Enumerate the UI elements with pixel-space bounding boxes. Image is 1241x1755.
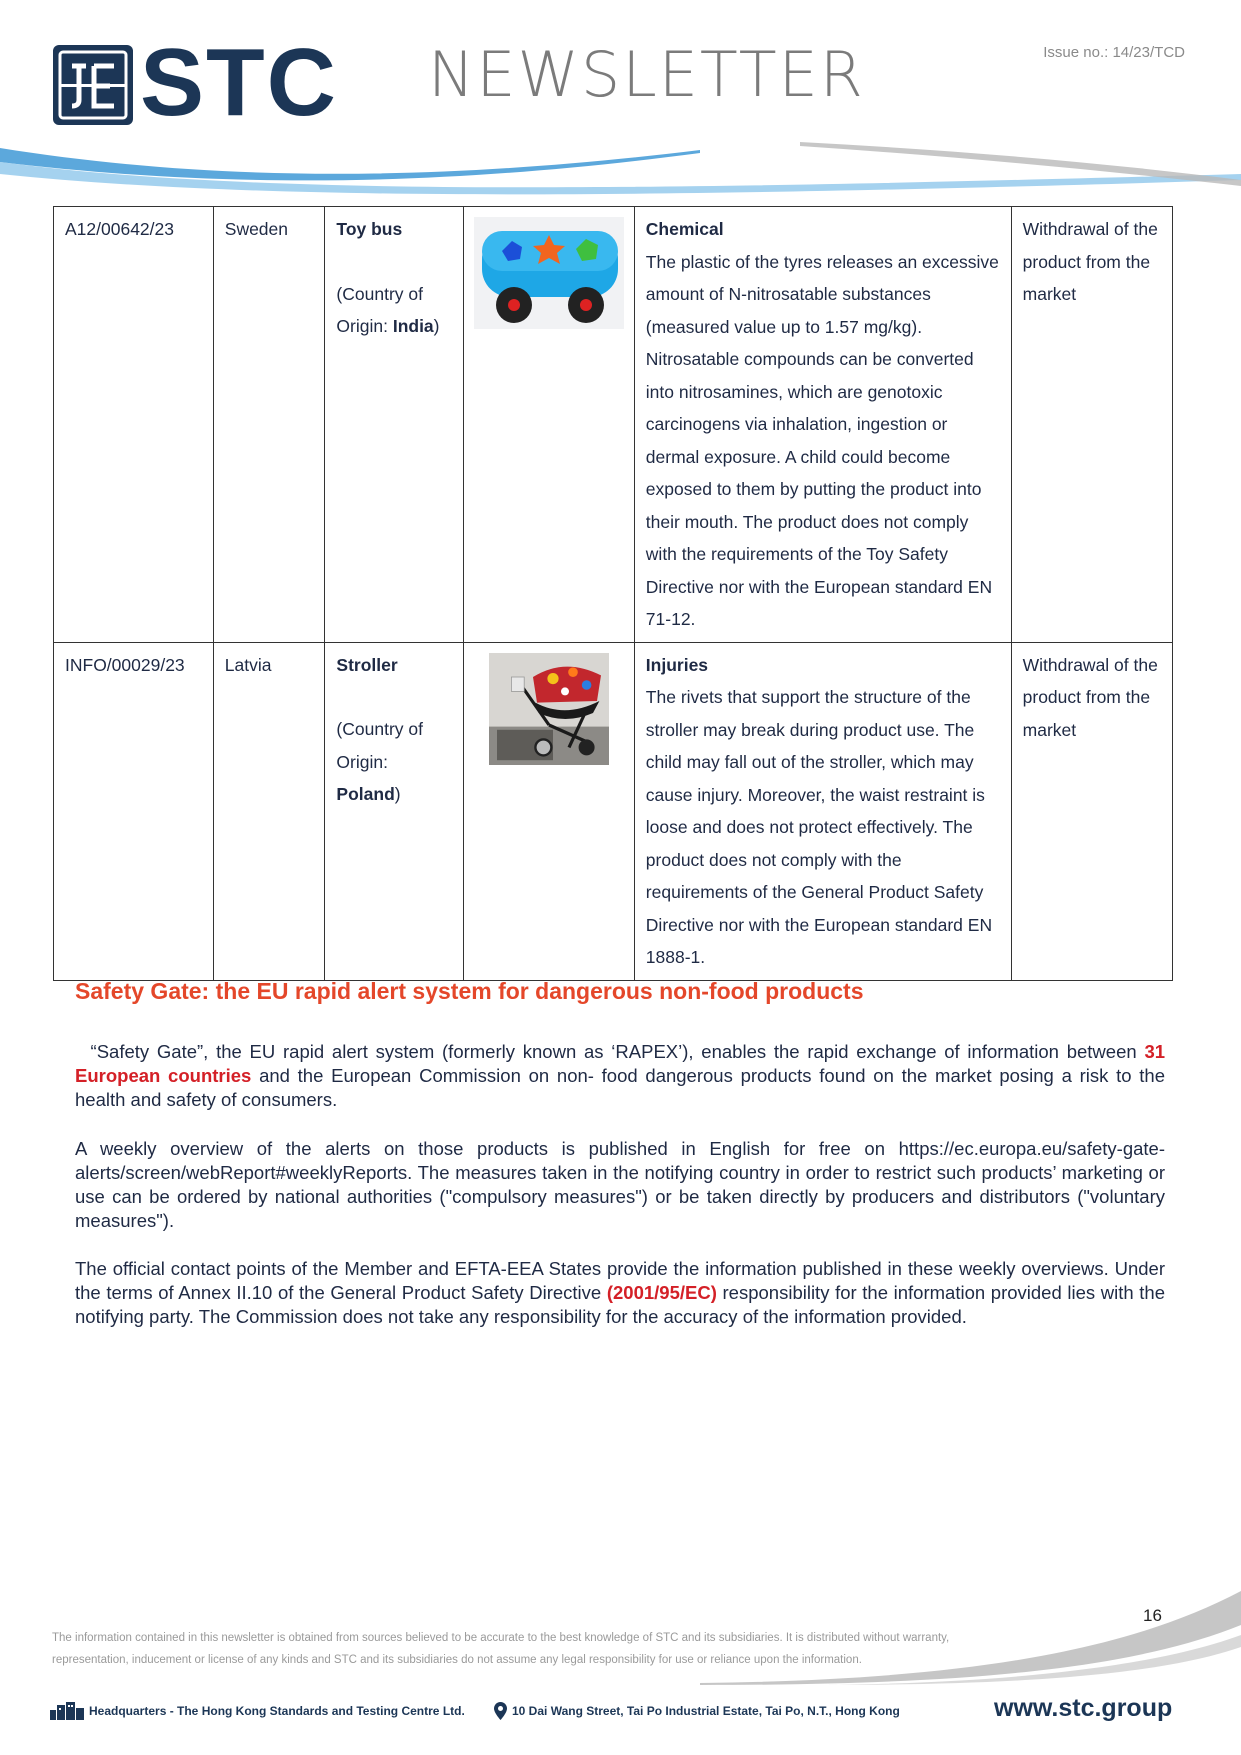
risk-description: The rivets that support the structure of the stroller may break during product use. The child may fall out of the stroller, which may cause injury. Moreover, the waist restraint is loose and does not protect effectively. The product does not comply with the requirements of the General Product Safety Directive nor with the European standard EN 1888-1. bbox=[645, 687, 993, 967]
newsletter-title: NEWSLETTER bbox=[428, 38, 865, 111]
section-title: Safety Gate: the EU rapid alert system for dangerous non-food products bbox=[75, 978, 864, 1004]
paragraph-intro: “Safety Gate”, the EU rapid alert system (formerly known as ‘RAPEX’), enables the rapid exchange of information between 31 European countries and the European Commission on non- food dangerous products found on the market posing a risk to the health and safety of consumers. bbox=[75, 1041, 1166, 1110]
risk-type: Injuries bbox=[645, 654, 709, 675]
risk-description-cell bbox=[634, 207, 1011, 643]
risk-type: Chemical bbox=[645, 219, 724, 239]
address: 10 Dai Wang Street, Tai Po Industrial Estate, Tai Po, N.T., Hong Kong bbox=[494, 1702, 900, 1720]
table-row bbox=[54, 642, 1173, 980]
paragraph-weekly-overview: A weekly overview of the alerts on those products is published in English for free on https://ec.europa.eu/safety-gate-alerts/screen/webReport#weeklyReports. The measures taken in the notifying country in order to restrict such products’ marketing or use can be ordered by national authorities ("compulsory measures") or be taken directly by producers and distributors ("voluntary measures"). bbox=[75, 1138, 1165, 1231]
country-of-origin: (Country of Origin: India) bbox=[336, 283, 440, 336]
notifying-country: Latvia bbox=[213, 642, 325, 980]
alert-reference: A12/00642/23 bbox=[54, 207, 214, 643]
issue-number: Issue no.: 14/23/TCD bbox=[1043, 44, 1185, 61]
product-cell bbox=[325, 207, 463, 643]
alert-reference: INFO/00029/23 bbox=[54, 642, 214, 980]
product-cell bbox=[325, 642, 463, 980]
country-of-origin: (Country of Origin: Poland) bbox=[336, 719, 423, 804]
building-icon bbox=[50, 1702, 84, 1720]
product-image-cell bbox=[463, 207, 634, 643]
product-name: Stroller bbox=[336, 654, 398, 675]
highlight-directive: (2001/95/EC) bbox=[606, 1282, 717, 1303]
headquarters: Headquarters - The Hong Kong Standards and Testing Centre Ltd. bbox=[50, 1702, 465, 1720]
header-swoosh bbox=[0, 140, 1241, 200]
stroller-image bbox=[474, 653, 624, 765]
measures-taken: Withdrawal of the product from the market bbox=[1011, 642, 1172, 980]
product-alert-table bbox=[53, 206, 1173, 981]
stc-logo-text: STC bbox=[140, 29, 338, 136]
stc-logo-icon bbox=[52, 44, 134, 126]
website-link[interactable]: www.stc.group bbox=[994, 1694, 1173, 1722]
product-image-cell bbox=[463, 642, 634, 980]
stc-logo bbox=[52, 29, 352, 136]
disclaimer: The information contained in this newsletter is obtained from sources believed to be accurate to the best knowledge of STC and its subsidiaries. It is distributed without warranty, representation, inducement or license of any kinds and STC and its subsidiaries do not assume any legal responsibility for use or reliance upon the information. bbox=[52, 1632, 950, 1666]
measures-taken: Withdrawal of the product from the market bbox=[1011, 207, 1172, 643]
product-name: Toy bus bbox=[336, 219, 403, 239]
location-pin-icon bbox=[494, 1702, 507, 1720]
page-number: 16 bbox=[1143, 1606, 1162, 1625]
risk-description: The plastic of the tyres releases an excessive amount of N-nitrosatable substances (measured value up to 1.57 mg/kg). Nitrosatable compounds can be converted into nitrosamines, which are genotoxic carcinogens via inhalation, ingestion or dermal exposure. A child could become exposed to them by putting the product into their mouth. The product does not comply with the requirements of the Toy Safety Directive nor with the European standard EN 71-12. bbox=[645, 251, 999, 629]
risk-description-cell bbox=[634, 642, 1011, 980]
highlight-country-count: 31 European countries bbox=[75, 1041, 1166, 1086]
notifying-country: Sweden bbox=[213, 207, 325, 643]
table-row bbox=[54, 207, 1173, 643]
paragraph-contact-points: The official contact points of the Member and EFTA-EEA States provide the information published in these weekly overviews. Under the terms of Annex II.10 of the General Product Safety Directive (2001/95/EC) responsibility for the information provided lies with the notifying party. The Commission does not take any responsibility for the accuracy of the information provided. bbox=[75, 1258, 1165, 1327]
toy-bus-image bbox=[474, 217, 624, 329]
